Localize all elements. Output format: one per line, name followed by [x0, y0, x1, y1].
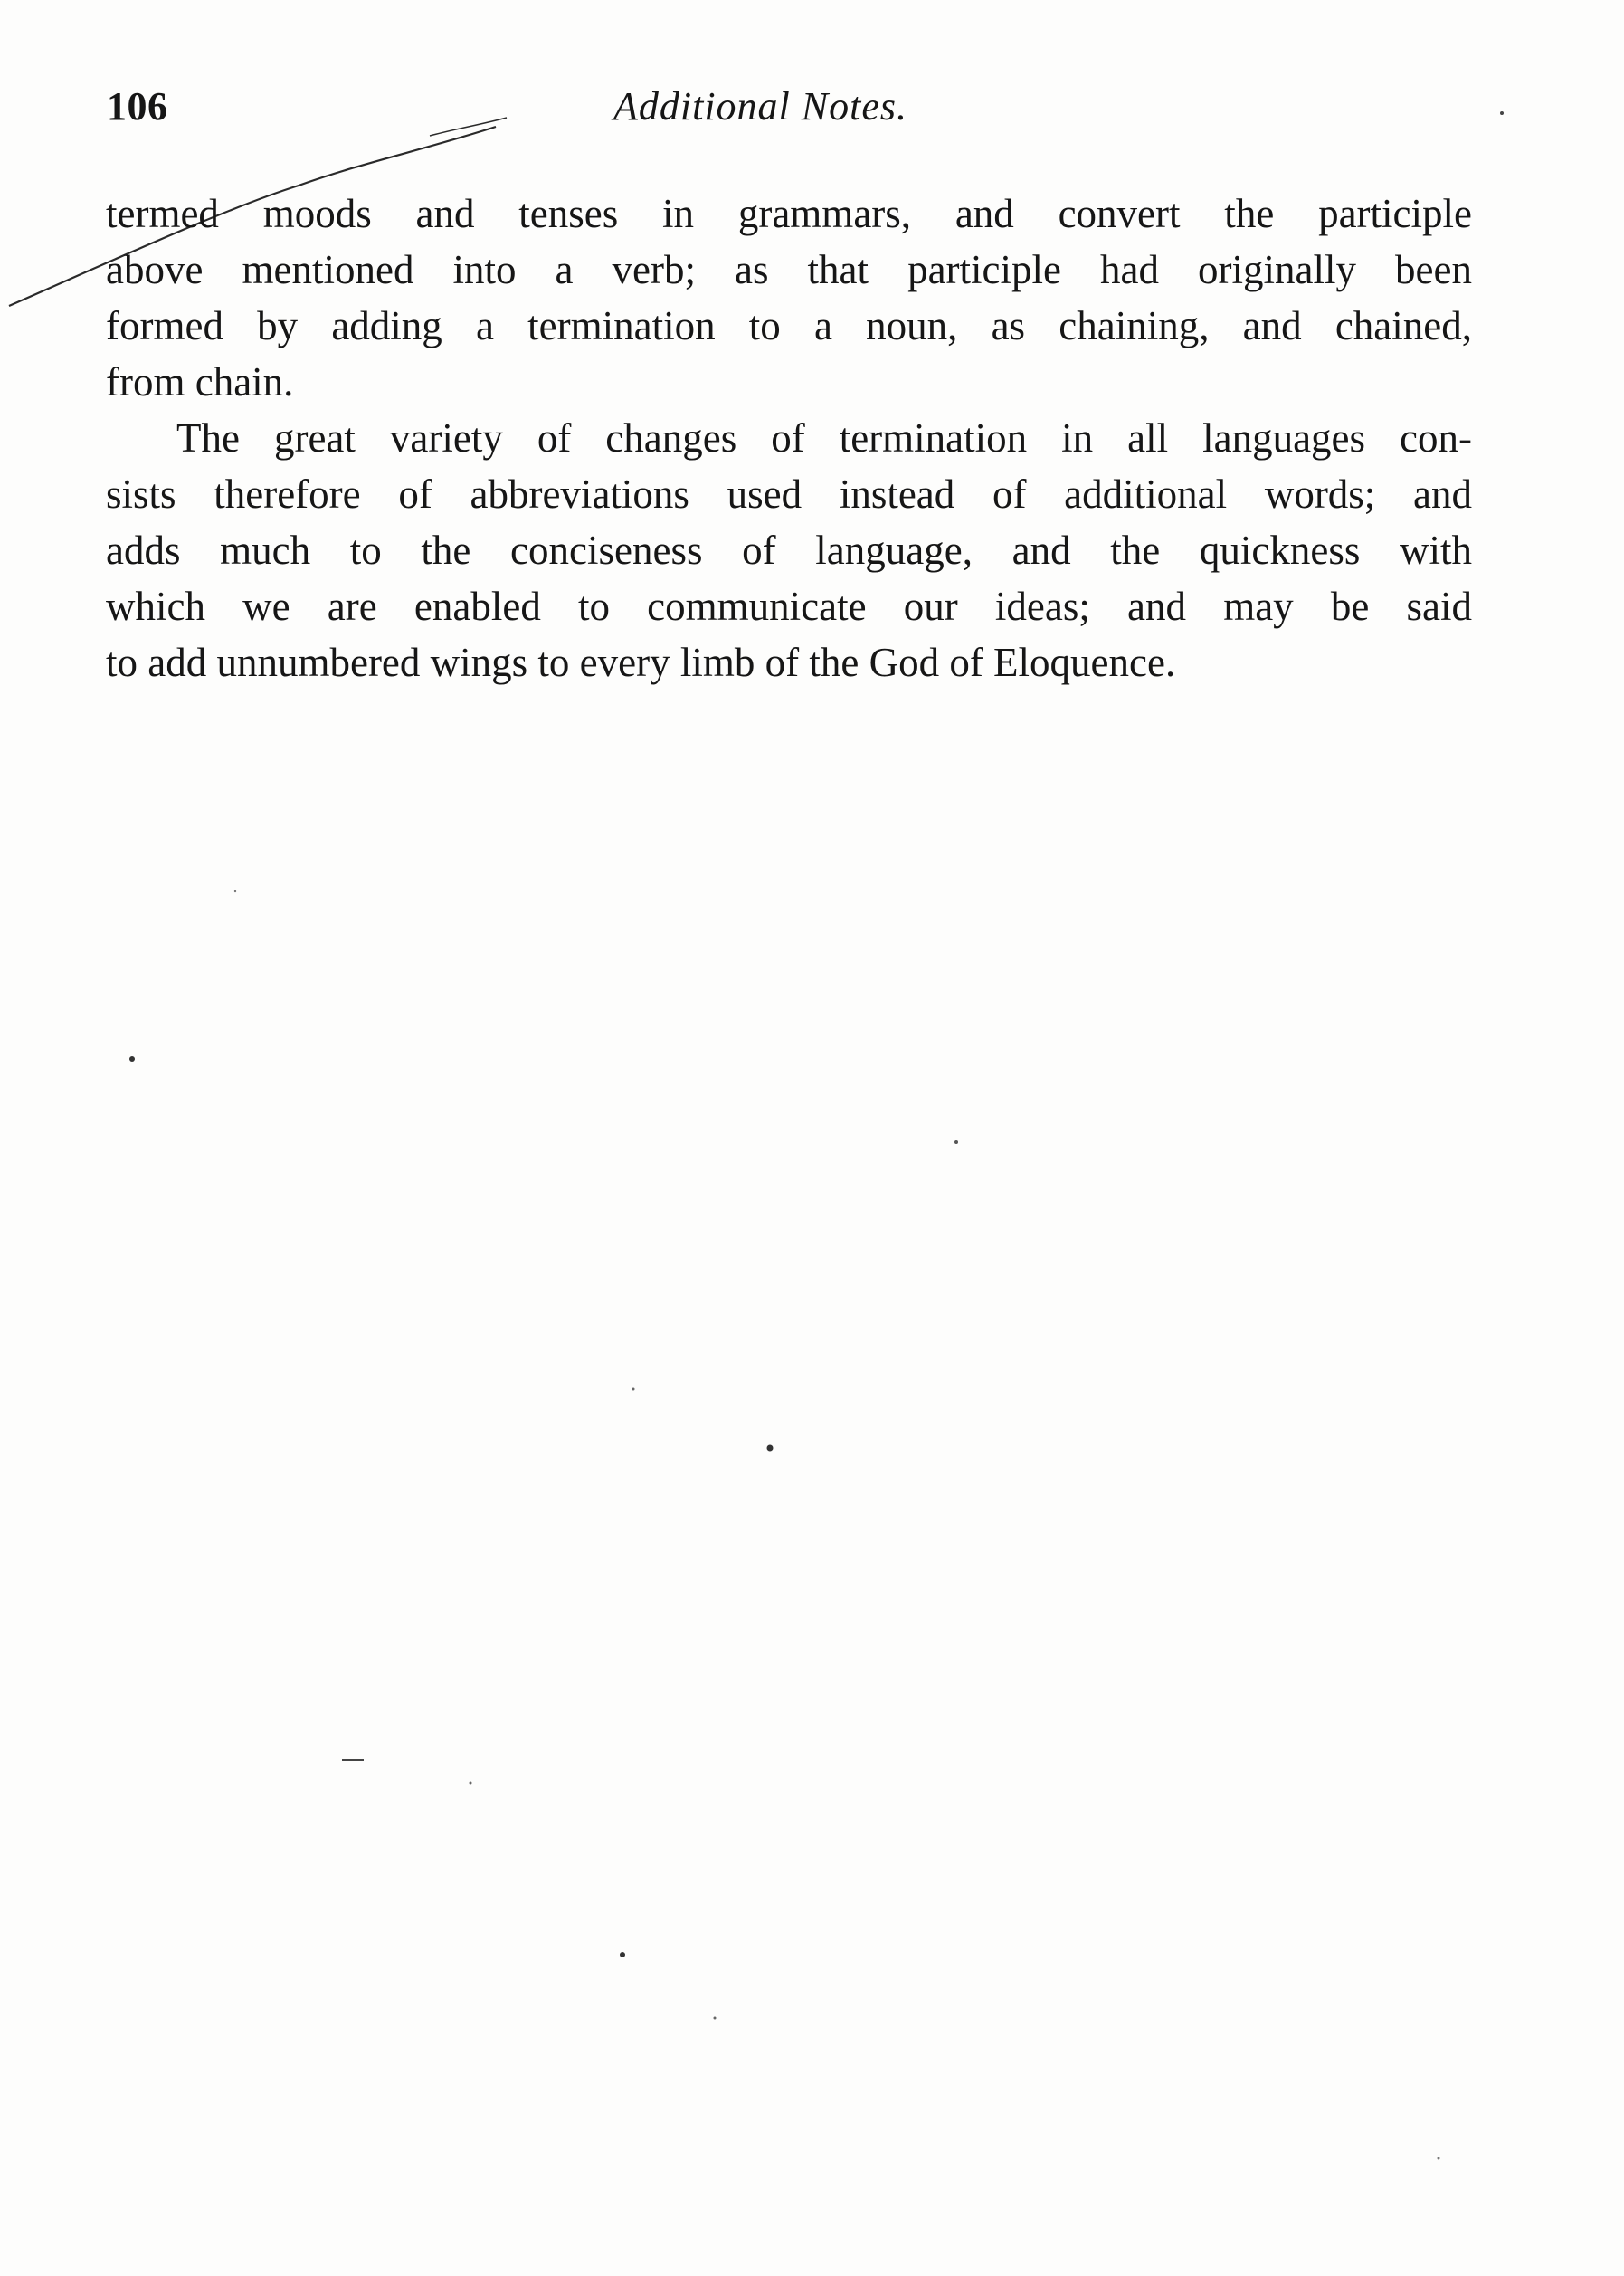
page-number: 106: [107, 84, 168, 129]
text-line: sists therefore of abbreviations used instead of additional words; and: [106, 471, 1472, 517]
paragraph: [106, 410, 1472, 690]
text-line: formed by adding a termination to a noun, as chaining, and chained,: [106, 303, 1472, 348]
text-line: termed moods and tenses in grammars, and convert the participle: [106, 191, 1472, 236]
running-title: Additional Notes.: [613, 84, 907, 129]
paragraph: [106, 186, 1472, 410]
text-line: from chain.: [106, 359, 294, 405]
text-line: above mentioned into a verb; as that participle had originally been: [106, 247, 1472, 292]
text-line: which we are enabled to communicate our ideas; and may be said: [106, 584, 1472, 629]
text-line: adds much to the conciseness of language, and the quickness with: [106, 528, 1472, 573]
running-head: [107, 83, 1482, 138]
body-text: [106, 186, 1472, 690]
text-line: to add unnumbered wings to every limb of the God of Eloquence.: [106, 640, 1176, 685]
text-line: The great variety of changes of termination in all languages con-: [176, 415, 1472, 461]
